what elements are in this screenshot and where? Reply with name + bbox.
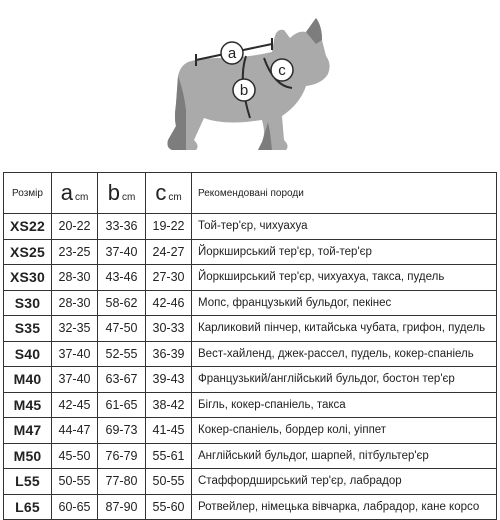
c-cell: 55-61: [146, 443, 192, 469]
table-row: [4, 392, 497, 418]
c-cell: 19-22: [146, 214, 192, 240]
size-cell: S35: [4, 316, 52, 342]
b-cell: 47-50: [98, 316, 146, 342]
table-row: [4, 418, 497, 444]
b-cell: 63-67: [98, 367, 146, 393]
b-cell: 76-79: [98, 443, 146, 469]
header-b: b cm: [98, 173, 146, 214]
size-chart-table: [3, 172, 497, 520]
size-cell: XS22: [4, 214, 52, 240]
breeds-cell: Ротвейлер, німецька вівчарка, лабрадор, кане корсо: [192, 494, 497, 520]
breeds-cell: Бігль, кокер-спаніель, такса: [192, 392, 497, 418]
table-row: [4, 214, 497, 240]
a-cell: 28-30: [52, 290, 98, 316]
a-cell: 50-55: [52, 469, 98, 495]
size-cell: S40: [4, 341, 52, 367]
svg-text:c: c: [278, 62, 286, 79]
svg-text:a: a: [227, 45, 237, 62]
table-row: [4, 316, 497, 342]
c-cell: 42-46: [146, 290, 192, 316]
breeds-cell: Мопс, французький бульдог, пекінес: [192, 290, 497, 316]
c-cell: 36-39: [146, 341, 192, 367]
a-cell: 37-40: [52, 367, 98, 393]
breeds-cell: Кокер-спаніель, бордер колі, уіппет: [192, 418, 497, 444]
a-cell: 42-45: [52, 392, 98, 418]
c-cell: 38-42: [146, 392, 192, 418]
b-cell: 43-46: [98, 265, 146, 291]
c-cell: 50-55: [146, 469, 192, 495]
label-b-marker: [233, 79, 255, 101]
a-cell: 37-40: [52, 341, 98, 367]
b-cell: 77-80: [98, 469, 146, 495]
a-cell: 23-25: [52, 239, 98, 265]
a-cell: 32-35: [52, 316, 98, 342]
table-row: [4, 443, 497, 469]
breeds-cell: Французький/англійський бульдог, бостон тер'єр: [192, 367, 497, 393]
table-header-row: [4, 173, 497, 214]
header-c: c cm: [146, 173, 192, 214]
c-cell: 27-30: [146, 265, 192, 291]
header-size: Розмір: [4, 173, 52, 214]
table-row: [4, 265, 497, 291]
breeds-cell: Карликовий пінчер, китайська чубата, грифон, пудель: [192, 316, 497, 342]
size-cell: S30: [4, 290, 52, 316]
header-a: a cm: [52, 173, 98, 214]
breeds-cell: Йоркширський тер'єр, чихуахуа, такса, пудель: [192, 265, 497, 291]
breeds-cell: Вест-хайленд, джек-рассел, пудель, кокер-спаніель: [192, 341, 497, 367]
dog-measurement-diagram: [0, 0, 500, 168]
a-cell: 45-50: [52, 443, 98, 469]
c-cell: 39-43: [146, 367, 192, 393]
header-breeds: Рекомендовані породи: [192, 173, 497, 214]
c-cell: 30-33: [146, 316, 192, 342]
table-row: [4, 341, 497, 367]
table-row: [4, 469, 497, 495]
label-c-marker: [271, 59, 293, 81]
size-cell: M50: [4, 443, 52, 469]
table-row: [4, 239, 497, 265]
b-cell: 37-40: [98, 239, 146, 265]
b-cell: 58-62: [98, 290, 146, 316]
breeds-cell: Йоркширський тер'єр, той-тер'єр: [192, 239, 497, 265]
c-cell: 55-60: [146, 494, 192, 520]
c-cell: 41-45: [146, 418, 192, 444]
a-cell: 60-65: [52, 494, 98, 520]
a-cell: 20-22: [52, 214, 98, 240]
size-cell: L65: [4, 494, 52, 520]
breeds-cell: Той-тер'єр, чихуахуа: [192, 214, 497, 240]
c-cell: 24-27: [146, 239, 192, 265]
size-cell: L55: [4, 469, 52, 495]
size-cell: XS25: [4, 239, 52, 265]
a-cell: 44-47: [52, 418, 98, 444]
breeds-cell: Англійський бульдог, шарпей, пітбультер'єр: [192, 443, 497, 469]
size-cell: M40: [4, 367, 52, 393]
size-cell: XS30: [4, 265, 52, 291]
size-cell: M47: [4, 418, 52, 444]
svg-text:b: b: [239, 82, 249, 99]
table-row: [4, 367, 497, 393]
b-cell: 61-65: [98, 392, 146, 418]
label-a-marker: [221, 42, 243, 64]
table-row: [4, 290, 497, 316]
a-cell: 28-30: [52, 265, 98, 291]
b-cell: 87-90: [98, 494, 146, 520]
table-row: [4, 494, 497, 520]
size-cell: M45: [4, 392, 52, 418]
b-cell: 52-55: [98, 341, 146, 367]
b-cell: 69-73: [98, 418, 146, 444]
b-cell: 33-36: [98, 214, 146, 240]
breeds-cell: Стаффордширський тер'єр, лабрадор: [192, 469, 497, 495]
